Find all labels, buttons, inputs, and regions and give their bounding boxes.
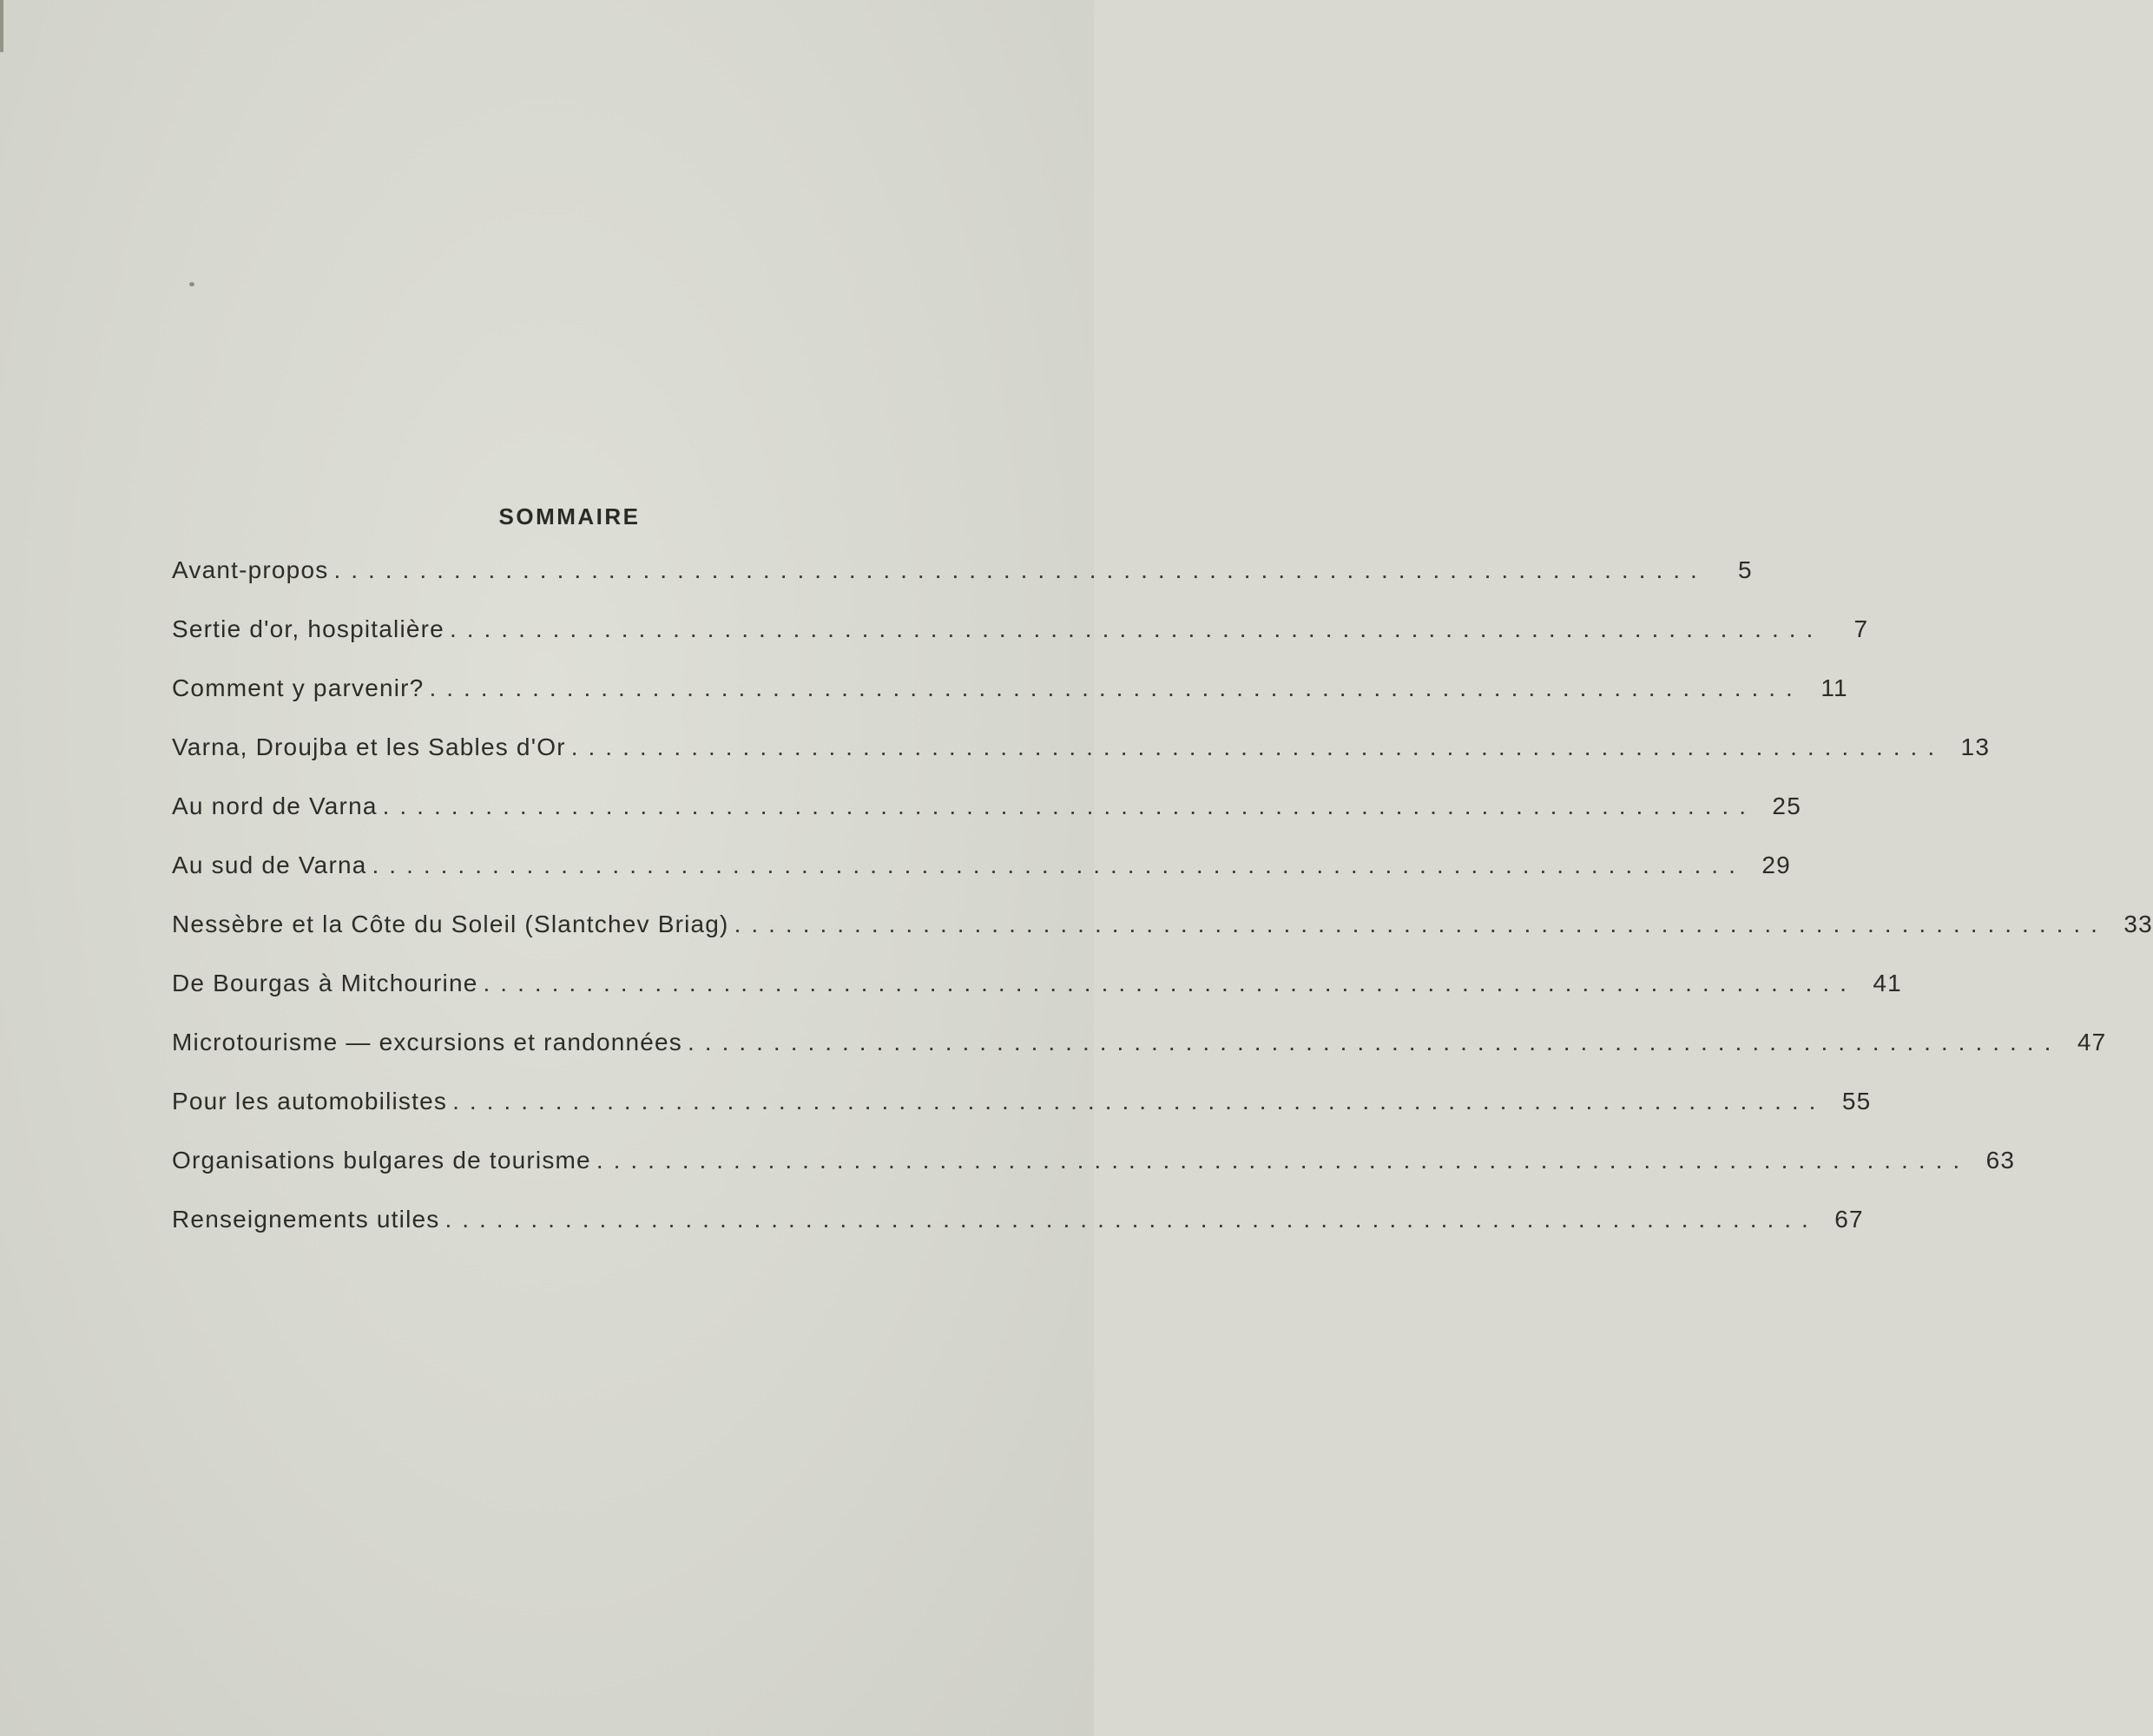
table-of-contents [172, 499, 2153, 1265]
toc-entry [172, 1029, 2107, 1088]
toc-list [172, 556, 2153, 1265]
toc-entry [172, 911, 2153, 970]
toc-leader-dots: ................................................................................ [483, 970, 1857, 996]
toc-leader-dots: ................................................................................ [429, 674, 1803, 701]
toc-entry-label: Pour les automobilistes [172, 1088, 448, 1115]
toc-leader-dots: ................................................................................ [452, 1088, 1827, 1115]
toc-entry [172, 615, 1869, 674]
toc-entry-page: 55 [1841, 1088, 1872, 1115]
toc-entry-page: 33 [2123, 911, 2153, 937]
toc-entry [172, 1088, 1872, 1147]
toc-entry-label: Nessèbre et la Côte du Soleil (Slantchev Briag) [172, 911, 729, 937]
toc-leader-dots: ................................................................................ [734, 911, 2108, 937]
toc-leader-dots: ................................................................................ [372, 852, 1746, 878]
toc-entry-page: 67 [1834, 1206, 1864, 1233]
toc-entry-page: 41 [1873, 970, 1902, 996]
toc-entry-page: 25 [1772, 792, 1801, 819]
toc-leader-dots: ................................................................................ [596, 1147, 1971, 1174]
toc-entry [172, 970, 1902, 1029]
toc-entry-label: Microtourisme — excursions et randonnées [172, 1029, 683, 1055]
toc-entry-page: 11 [1821, 674, 1848, 701]
toc-entry-page: 47 [2077, 1029, 2107, 1055]
page-edge-shadow [0, 0, 3, 52]
toc-leader-dots: ................................................................................ [570, 733, 1946, 760]
toc-entry [172, 1206, 1864, 1265]
toc-leader-dots: ................................................................................ [333, 556, 1708, 583]
toc-entry [172, 674, 1848, 733]
ink-speck [189, 282, 194, 286]
toc-entry-page: 7 [1853, 615, 1869, 642]
toc-title: SOMMAIRE [498, 503, 641, 529]
toc-entry [172, 556, 1753, 615]
toc-entry [172, 852, 1791, 911]
toc-entry-label: Renseignements utiles [172, 1206, 440, 1233]
toc-entry-label: Organisations bulgares de tourisme [172, 1147, 591, 1174]
toc-entry-page: 63 [1985, 1147, 2016, 1174]
toc-entry-label: De Bourgas à Mitchourine [172, 970, 478, 996]
toc-entry-label: Comment y parvenir? [172, 674, 425, 701]
toc-leader-dots: ................................................................................ [449, 615, 1824, 642]
toc-entry [172, 1147, 2016, 1206]
toc-leader-dots: ................................................................................ [444, 1206, 1819, 1233]
toc-entry-label: Avant-propos [172, 556, 329, 583]
toc-leader-dots: ................................................................................ [688, 1029, 2062, 1055]
toc-entry-label: Sertie d'or, hospitalière [172, 615, 444, 642]
toc-entry-page: 13 [1960, 733, 1991, 760]
toc-entry-page: 5 [1738, 556, 1753, 583]
toc-entry-label: Au sud de Varna [172, 852, 367, 878]
toc-entry [172, 792, 1801, 852]
toc-entry [172, 733, 1991, 792]
toc-leader-dots: ................................................................................ [382, 792, 1756, 819]
toc-entry-page: 29 [1761, 852, 1791, 878]
toc-entry-label: Au nord de Varna [172, 792, 378, 819]
toc-entry-label: Varna, Droujba et les Sables d'Or [172, 733, 566, 760]
